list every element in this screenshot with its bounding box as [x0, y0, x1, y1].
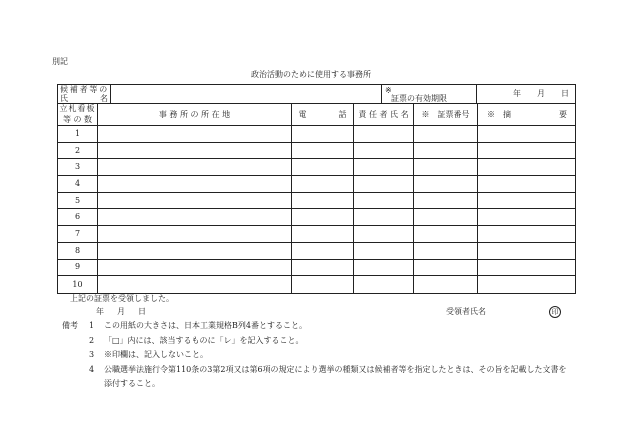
manager-name-header: 責 任 者 氏 名: [354, 104, 414, 125]
notes-label: 備考: [62, 321, 78, 330]
remarks-header: ※ 摘 要: [487, 109, 567, 119]
remarks-field: [478, 260, 575, 276]
manager-name-field: [354, 260, 414, 276]
candidate-name-field: [111, 85, 382, 103]
office-row: [58, 126, 575, 143]
certificate-number-field: [414, 243, 478, 259]
phone-field: [292, 176, 354, 192]
certificate-number-field: [414, 209, 478, 225]
office-address-field: [98, 193, 292, 209]
manager-name-field: [354, 126, 414, 142]
phone-field: [292, 243, 354, 259]
note-number: 2: [89, 336, 95, 345]
row-number: 7: [58, 226, 98, 242]
note-number: 4: [89, 365, 95, 374]
certificate-expiry-label-cell: [382, 85, 477, 103]
certificate-number-field: [414, 159, 478, 175]
row-number: 4: [58, 176, 98, 192]
receipt-statement: 上記の証票を受領しました。: [70, 294, 174, 303]
certificate-number-field: [414, 193, 478, 209]
phone-field: [292, 276, 354, 293]
note-text: ※印欄は、記入しないこと。: [104, 350, 208, 359]
column-header-row: [58, 104, 575, 126]
note-text-continuation: 添付すること。: [104, 379, 160, 388]
manager-name-field: [354, 209, 414, 225]
remarks-field: [478, 226, 575, 242]
row-number: 6: [58, 209, 98, 225]
office-address-field: [98, 176, 292, 192]
remarks-field: [478, 143, 575, 159]
phone-field: [292, 260, 354, 276]
row-number: 1: [58, 126, 98, 142]
office-row: [58, 143, 575, 160]
row-number: 2: [58, 143, 98, 159]
receipt-date: 年 月 日: [96, 307, 145, 316]
sign-count-header: [58, 104, 98, 125]
certificate-expiry-date-field: [477, 85, 575, 103]
certificate-number-field: [414, 126, 478, 142]
row-number: 5: [58, 193, 98, 209]
manager-name-field: [354, 226, 414, 242]
note-number: 3: [89, 350, 95, 359]
remarks-field: [478, 276, 575, 293]
office-row: [58, 226, 575, 243]
row-number: 9: [58, 260, 98, 276]
manager-name-field: [354, 243, 414, 259]
candidate-name-label-line2: 氏 名: [60, 94, 108, 103]
certificate-expiry-label: 証票の有効期限: [391, 93, 447, 103]
manager-name-field: [354, 143, 414, 159]
office-address-field: [98, 143, 292, 159]
office-row: [58, 260, 575, 277]
office-row: [58, 276, 575, 293]
note-number: 1: [89, 321, 95, 330]
office-row: [58, 243, 575, 260]
certificate-number-field: [414, 226, 478, 242]
office-address-field: [98, 159, 292, 175]
appendix-label: 別記: [52, 57, 68, 66]
office-address-field: [98, 243, 292, 259]
manager-name-field: [354, 176, 414, 192]
office-row: [58, 176, 575, 193]
sign-count-header-line1: 立札看板: [59, 104, 96, 113]
remarks-field: [478, 176, 575, 192]
row-number: 10: [58, 276, 98, 293]
phone-field: [292, 143, 354, 159]
phone-field: [292, 209, 354, 225]
manager-name-field: [354, 193, 414, 209]
candidate-name-label-cell: [58, 85, 111, 103]
certificate-number-field: [414, 143, 478, 159]
phone-header: 電 話: [292, 104, 354, 125]
sign-count-header-line2: 等 の 数: [62, 115, 93, 124]
office-form-table: [57, 84, 576, 294]
office-address-field: [98, 260, 292, 276]
manager-name-field: [354, 159, 414, 175]
certificate-number-field: [414, 276, 478, 293]
certificate-number-field: [414, 176, 478, 192]
office-address-field: [98, 276, 292, 293]
remarks-field: [478, 209, 575, 225]
certificate-expiry-date: 年 月 日: [513, 89, 569, 98]
remarks-field: [478, 159, 575, 175]
phone-field: [292, 193, 354, 209]
phone-field: [292, 159, 354, 175]
office-address-field: [98, 209, 292, 225]
seal-mark: 印: [549, 306, 561, 318]
official-use-mark: ※: [385, 85, 392, 95]
row-number: 8: [58, 243, 98, 259]
note-text: この用紙の大きさは、日本工業規格B列4番とすること。: [104, 321, 307, 330]
certificate-number-field: [414, 260, 478, 276]
note-text: 公職選挙法施行令第110条の3第2項又は第6項の規定により選挙の種類又は候補者等を指定したときは、その旨を記載した文書を: [104, 365, 567, 374]
remarks-field: [478, 126, 575, 142]
remarks-field: [478, 193, 575, 209]
candidate-row: [58, 85, 575, 104]
office-row: [58, 193, 575, 210]
office-address-field: [98, 126, 292, 142]
row-number: 3: [58, 159, 98, 175]
address-header: 事 務 所 の 所 在 地: [98, 104, 292, 125]
phone-field: [292, 226, 354, 242]
manager-name-field: [354, 276, 414, 293]
certificate-number-header: ※ 証票番号: [414, 104, 478, 125]
candidate-name-label-line1: 候補者等の: [60, 85, 109, 94]
phone-field: [292, 126, 354, 142]
office-row: [58, 209, 575, 226]
office-row: [58, 159, 575, 176]
remarks-field: [478, 243, 575, 259]
note-text: 「□」内には、該当するものに「レ」を記入すること。: [104, 336, 304, 345]
office-address-field: [98, 226, 292, 242]
receiver-name-label: 受領者氏名: [446, 307, 486, 316]
form-title: 政治活動のために使用する事務所: [251, 70, 371, 79]
